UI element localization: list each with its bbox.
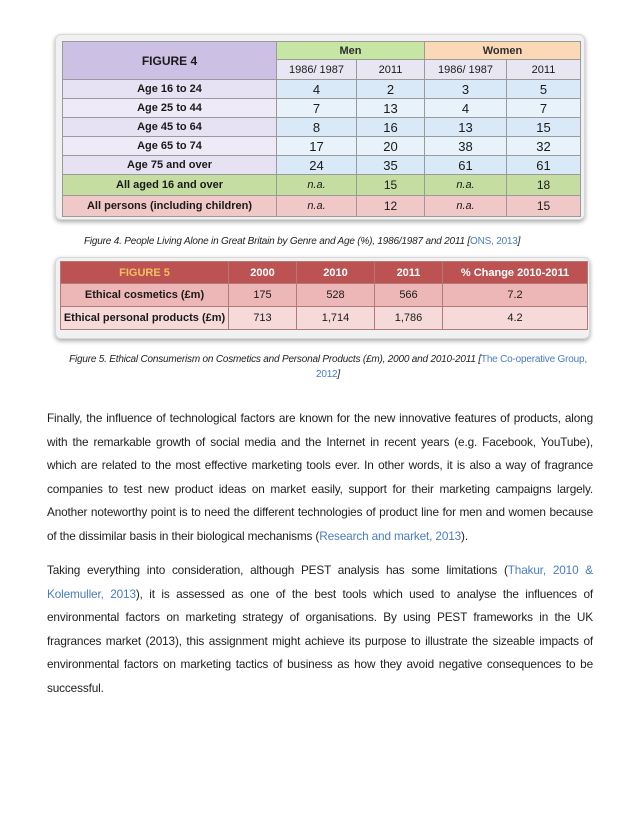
cell-value: 528 [297, 284, 375, 307]
cell-value: 35 [357, 156, 425, 175]
paragraph-text: Taking everything into consideration, although PEST analysis has some limitations ( [47, 563, 508, 577]
table-row [63, 175, 581, 196]
cell-value: 20 [357, 137, 425, 156]
cell-value: 7.2 [443, 284, 588, 307]
cell-value: 4 [425, 99, 507, 118]
figure-5-table [60, 261, 588, 330]
cell-value: 2 [357, 80, 425, 99]
cell-value: n.a. [277, 175, 357, 196]
cell-value: 566 [375, 284, 443, 307]
row-label: Age 25 to 44 [63, 99, 277, 118]
cell-value: n.a. [425, 175, 507, 196]
table-row [61, 307, 588, 330]
cell-value: 7 [507, 99, 581, 118]
cell-value: n.a. [277, 196, 357, 217]
table-row [63, 118, 581, 137]
figure-4-caption [84, 236, 584, 247]
cell-value: 4.2 [443, 307, 588, 330]
caption-text: Figure 5. Ethical Consumerism on Cosmetics and Personal Products (£m), 2000 and 2010-2011 [ [69, 354, 481, 365]
figure-5-caption [58, 352, 598, 382]
cell-value: 38 [425, 137, 507, 156]
cell-value: 61 [507, 156, 581, 175]
figure-5-title: FIGURE 5 [61, 262, 229, 284]
table-row [63, 196, 581, 217]
cell-value: 13 [425, 118, 507, 137]
cell-value: 15 [507, 196, 581, 217]
table-row [61, 284, 588, 307]
figure-4-table [62, 41, 581, 217]
subheader-women-2011: 2011 [507, 60, 581, 80]
column-header: 2010 [297, 262, 375, 284]
row-label: Age 65 to 74 [63, 137, 277, 156]
men-group-header: Men [277, 42, 425, 60]
paragraph-text: Finally, the influence of technological factors are known for the new innovative features of products, along with the remarkable growth of social media and the Internet in recent years (e.g. Facebook, YouTube), which are related to the most effective marketing tools ever. In other words, it is also a way of fragrance companies to test new product ideas on market easily, support for their marketing campaigns largely. Another noteworthy point is to need the different technologies of product line for men and women because of the dissimilar basis in their biological mechanisms ( [47, 411, 593, 543]
body-paragraph-1 [47, 407, 593, 548]
cell-value: 5 [507, 80, 581, 99]
row-label: Age 45 to 64 [63, 118, 277, 137]
women-group-header: Women [425, 42, 581, 60]
citation-link[interactable]: Thakur, 2010 & Kolemuller, 2013 [47, 563, 593, 601]
column-header: 2000 [229, 262, 297, 284]
cell-value: 175 [229, 284, 297, 307]
row-label: All aged 16 and over [63, 175, 277, 196]
cell-value: 15 [357, 175, 425, 196]
cell-value: 12 [357, 196, 425, 217]
cell-value: 24 [277, 156, 357, 175]
citation-link[interactable]: Research and market, 2013 [319, 528, 462, 543]
caption-text-end: ] [517, 236, 521, 247]
caption-reference-link[interactable]: ONS, 2013 [469, 236, 518, 247]
caption-reference-link[interactable]: The Co-operative Group, 2012 [315, 354, 587, 380]
cell-value: 7 [277, 99, 357, 118]
paragraph-text-end: ), it is assessed as one of the best tools which used to analyse the influences of environmental factors on marketing strategy of organisations. By using PEST frameworks in the UK fragrances market (2013), this assignment might achieve its purpose to illustrate the sizeable impacts of environmental factors on marketing tactics of business as how they avoid negative consequences to be successful. [47, 586, 593, 695]
cell-value: 3 [425, 80, 507, 99]
cell-value: 61 [425, 156, 507, 175]
figure-5-table-image [55, 257, 590, 339]
cell-value: 4 [277, 80, 357, 99]
caption-text: Figure 4. People Living Alone in Great Britain by Genre and Age (%), 1986/1987 and 2011 [ [84, 236, 470, 247]
cell-value: 17 [277, 137, 357, 156]
body-paragraph-2 [47, 559, 593, 700]
table-row [63, 99, 581, 118]
cell-value: 13 [357, 99, 425, 118]
subheader-women-1986: 1986/ 1987 [425, 60, 507, 80]
figure-4-table-image [55, 34, 585, 220]
column-header: % Change 2010-2011 [443, 262, 588, 284]
table-row [63, 156, 581, 175]
cell-value: 16 [357, 118, 425, 137]
row-label: Ethical personal products (£m) [61, 307, 229, 330]
caption-text-end: ] [337, 369, 341, 380]
cell-value: 1,714 [297, 307, 375, 330]
subheader-men-1986: 1986/ 1987 [277, 60, 357, 80]
cell-value: 1,786 [375, 307, 443, 330]
cell-value: 15 [507, 118, 581, 137]
figure-4-title: FIGURE 4 [63, 42, 277, 80]
cell-value: 8 [277, 118, 357, 137]
subheader-men-2011: 2011 [357, 60, 425, 80]
table-row [63, 137, 581, 156]
paragraph-text-end: ). [461, 528, 468, 543]
table-row [63, 80, 581, 99]
column-header: 2011 [375, 262, 443, 284]
row-label: Age 16 to 24 [63, 80, 277, 99]
cell-value: 18 [507, 175, 581, 196]
row-label: All persons (including children) [63, 196, 277, 217]
row-label: Age 75 and over [63, 156, 277, 175]
row-label: Ethical cosmetics (£m) [61, 284, 229, 307]
cell-value: 32 [507, 137, 581, 156]
cell-value: 713 [229, 307, 297, 330]
cell-value: n.a. [425, 196, 507, 217]
